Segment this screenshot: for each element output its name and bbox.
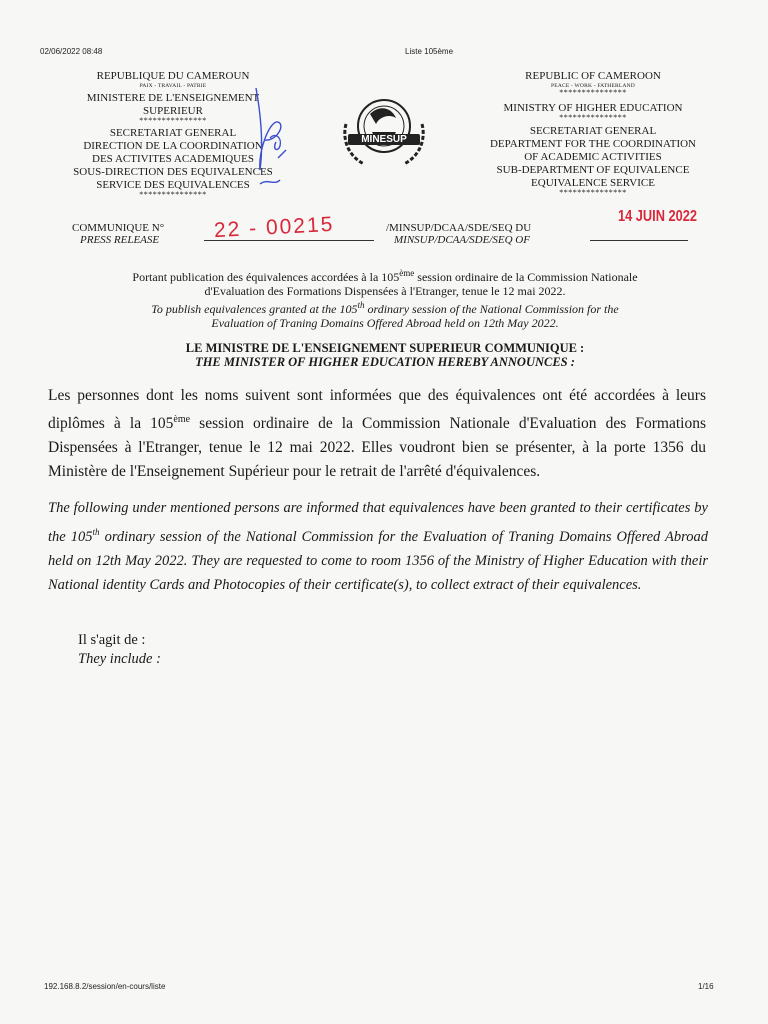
- left-service: SERVICE DES EQUIVALENCES: [96, 179, 250, 191]
- body-paragraph-fr: Les personnes dont les noms suivent sont informées que des équivalences ont été accordées à leurs diplômes à la 105ème session ordinaire de la Commission Nationale d'Evaluation des Formations Dispensées à l'Etranger, tenue le 12 mai 2022. Elles voudront bien se présenter, à la porte 1356 du Ministère de l'Enseignement Supérieur pour le retrait de l'arrêté d'équivalences.: [48, 387, 706, 481]
- left-subdirection: SOUS-DIRECTION DES EQUIVALENCES: [73, 166, 273, 178]
- minesup-logo: [330, 84, 438, 184]
- left-country: REPUBLIQUE DU CAMEROUN: [96, 70, 250, 82]
- date-underline: [590, 240, 688, 241]
- list-intro-en: They include :: [78, 651, 161, 667]
- footer-page-number: 1/16: [698, 982, 714, 991]
- print-datetime: 02/06/2022 08:48: [40, 47, 103, 56]
- subject-en-line1: To publish equivalences granted at the 105th ordinary session of the National Commission for the: [151, 300, 619, 316]
- communique-label: COMMUNIQUE N°: [72, 222, 165, 234]
- subject-fr-line1: Portant publication des équivalences accordées à la 105ème session ordinaire de la Commission Nationale: [132, 268, 638, 284]
- subject-fr-line2: d'Evaluation des Formations Dispensées à l'Etranger, tenue le 12 mai 2022.: [204, 284, 566, 298]
- right-department-line1: DEPARTMENT FOR THE COORDINATION: [489, 138, 696, 150]
- announcement-fr: LE MINISTRE DE L'ENSEIGNEMENT SUPERIEUR COMMUNIQUE :: [185, 341, 585, 355]
- signature-mark-icon: [230, 80, 290, 200]
- right-country: REPUBLIC OF CAMEROON: [525, 70, 661, 82]
- communique-number-stamp: 22 - 00215: [213, 212, 335, 243]
- right-dots-b: ***************: [559, 113, 627, 122]
- body-paragraph-en: The following under mentioned persons are informed that equivalences have been granted to their certificates by the 105th ordinary session of the National Commission for the Evaluation of Traning Domains Offered Abroad held on 12th May 2022. They are requested to come to room 1356 of the Ministry of Higher Education with their National identity Cards and Photocopies of their certificate(s), to collect extract of their equivalences.: [48, 500, 709, 593]
- left-secretariat: SECRETARIAT GENERAL: [109, 127, 237, 139]
- left-dots: ***************: [139, 116, 207, 125]
- left-direction-line1: DIRECTION DE LA COORDINATION: [83, 140, 263, 152]
- logo-text: MINESUP: [348, 134, 420, 145]
- left-direction-line2: DES ACTIVITES ACADEMIQUES: [92, 153, 254, 165]
- right-secretariat: SECRETARIAT GENERAL: [529, 125, 657, 137]
- right-motto: PEACE - WORK - FATHERLAND: [551, 83, 635, 89]
- footer-url: 192.168.8.2/session/en-cours/liste: [44, 982, 166, 991]
- subject-en-line2: Evaluation of Traning Domains Offered Abroad held on 12th May 2022.: [211, 316, 559, 330]
- right-department-line2: OF ACADEMIC ACTIVITIES: [524, 151, 662, 163]
- reference-code-en: MINSUP/DCAA/SDE/SEQ OF: [394, 234, 530, 246]
- print-page-title: Liste 105ème: [405, 47, 454, 56]
- left-ministry-line2: SUPERIEUR: [143, 105, 203, 117]
- right-dots2: ***************: [559, 188, 627, 197]
- right-dots: ***************: [559, 88, 627, 97]
- left-motto: PAIX - TRAVAIL - PATRIE: [139, 83, 207, 89]
- right-ministry: MINISTRY OF HIGHER EDUCATION: [503, 102, 683, 114]
- right-header: [478, 70, 708, 196]
- number-underline: [204, 240, 374, 241]
- right-service: EQUIVALENCE SERVICE: [531, 177, 655, 189]
- left-ministry-line1: MINISTERE DE L'ENSEIGNEMENT: [86, 92, 260, 104]
- date-stamp: 14 JUIN 2022: [618, 208, 697, 225]
- subject-block: [40, 266, 730, 330]
- announcement-en: THE MINISTER OF HIGHER EDUCATION HEREBY ANNOUNCES :: [195, 355, 575, 369]
- reference-code-fr: /MINSUP/DCAA/SDE/SEQ DU: [386, 222, 532, 234]
- list-intro-fr: Il s'agit de :: [78, 632, 146, 648]
- left-dots2: ***************: [139, 190, 207, 199]
- press-release-label: PRESS RELEASE: [80, 234, 160, 246]
- right-subdepartment: SUB-DEPARTMENT OF EQUIVALENCE: [496, 164, 690, 176]
